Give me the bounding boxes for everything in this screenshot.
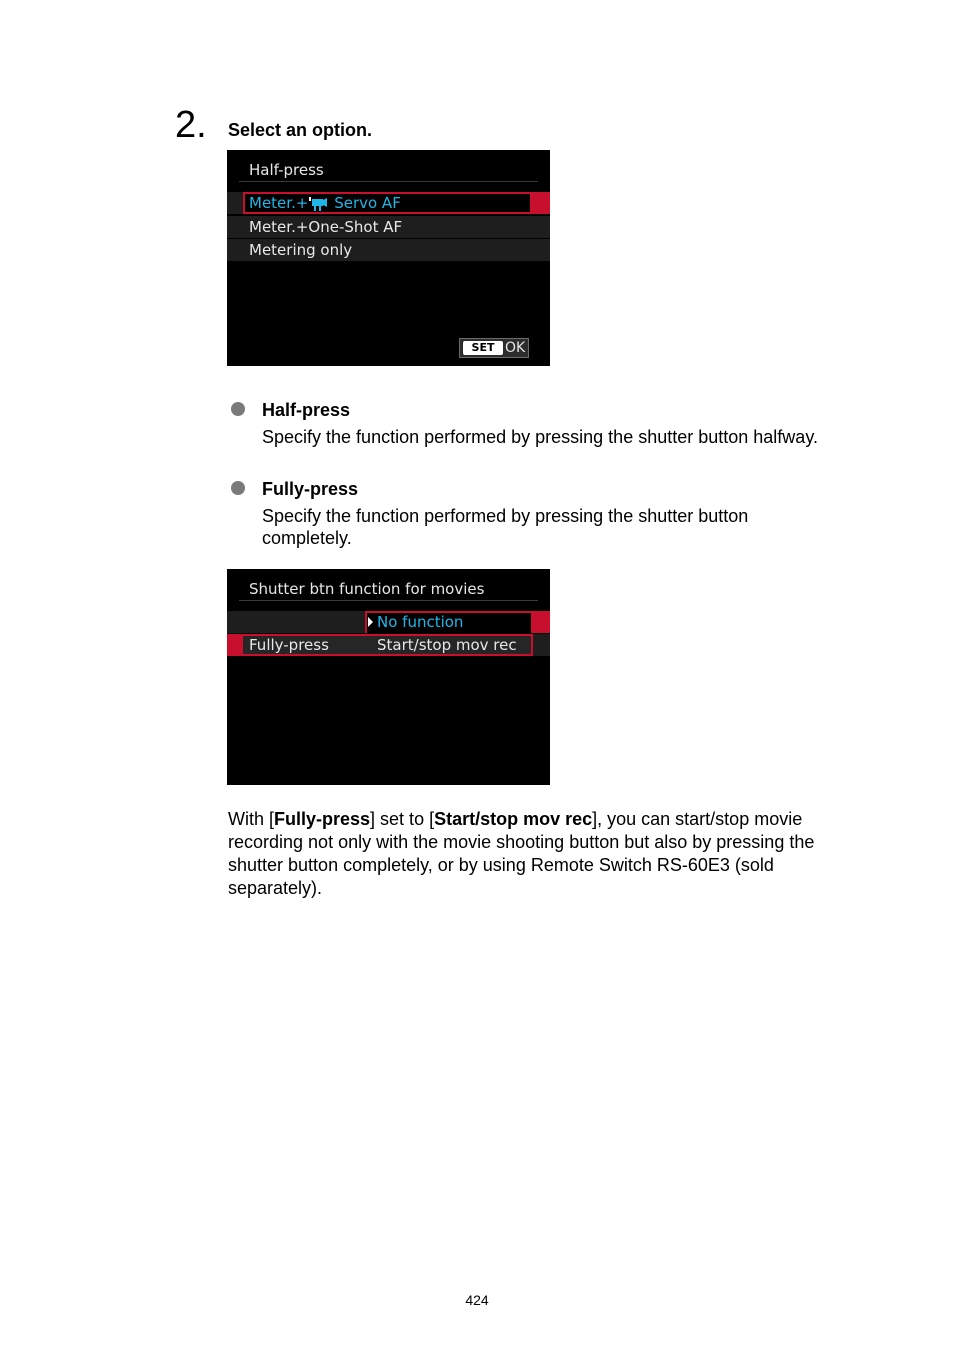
menu-item-label-prefix: Meter.+ [249, 194, 309, 212]
screen-title: Half-press [249, 161, 324, 179]
screen-title: Shutter btn function for movies [249, 580, 485, 598]
menu-item-meter-one-shot-af[interactable] [227, 216, 550, 238]
bullet-icon [231, 481, 245, 495]
bullet-icon [231, 402, 245, 416]
setting-label: Fully-press [249, 636, 329, 654]
ok-label: OK [505, 340, 526, 356]
menu-item-label-suffix: Servo AF [329, 194, 401, 212]
menu-item-meter-servo-af[interactable] [227, 192, 550, 214]
menu-item-metering-only[interactable] [227, 239, 550, 261]
page-number: 424 [465, 1292, 489, 1308]
term-fully-press: Fully-press [274, 809, 371, 829]
setting-value: Start/stop mov rec [377, 636, 517, 654]
menu-item-label: Meter.+One-Shot AF [249, 218, 403, 236]
option-no-function[interactable] [227, 611, 550, 633]
divider [239, 181, 538, 182]
camera-screen-half-press [227, 150, 550, 366]
step-number: 2. [175, 104, 207, 146]
bullet-text: Specify the function performed by pressing the shutter button halfway. [262, 427, 818, 447]
camera-screen-shutter-btn-function [227, 569, 550, 785]
cursor-arrow-icon [368, 617, 373, 627]
bullet-title: Half-press [262, 400, 351, 420]
term-start-stop-mov-rec: Start/stop mov rec [434, 809, 593, 829]
step-title: Select an option. [228, 120, 373, 140]
set-label: SET [463, 341, 503, 355]
set-ok-button[interactable] [459, 338, 529, 358]
bullet-title: Fully-press [262, 479, 359, 499]
divider [239, 600, 538, 601]
setting-row-fully-press[interactable] [227, 634, 550, 656]
bullet-text: Specify the function performed by pressing the shutter button completely. [262, 506, 749, 548]
movie-camera-icon [309, 197, 327, 211]
option-label: No function [377, 613, 464, 631]
menu-item-label: Metering only [249, 241, 353, 259]
description-paragraph: With [Fully-press] set to [Start/stop mov rec], you can start/stop movie recording not only with the movie shooting button but also by pressing the shutter button completely, or by using Remote Switch RS-60E3 (sold separately). [228, 809, 815, 898]
